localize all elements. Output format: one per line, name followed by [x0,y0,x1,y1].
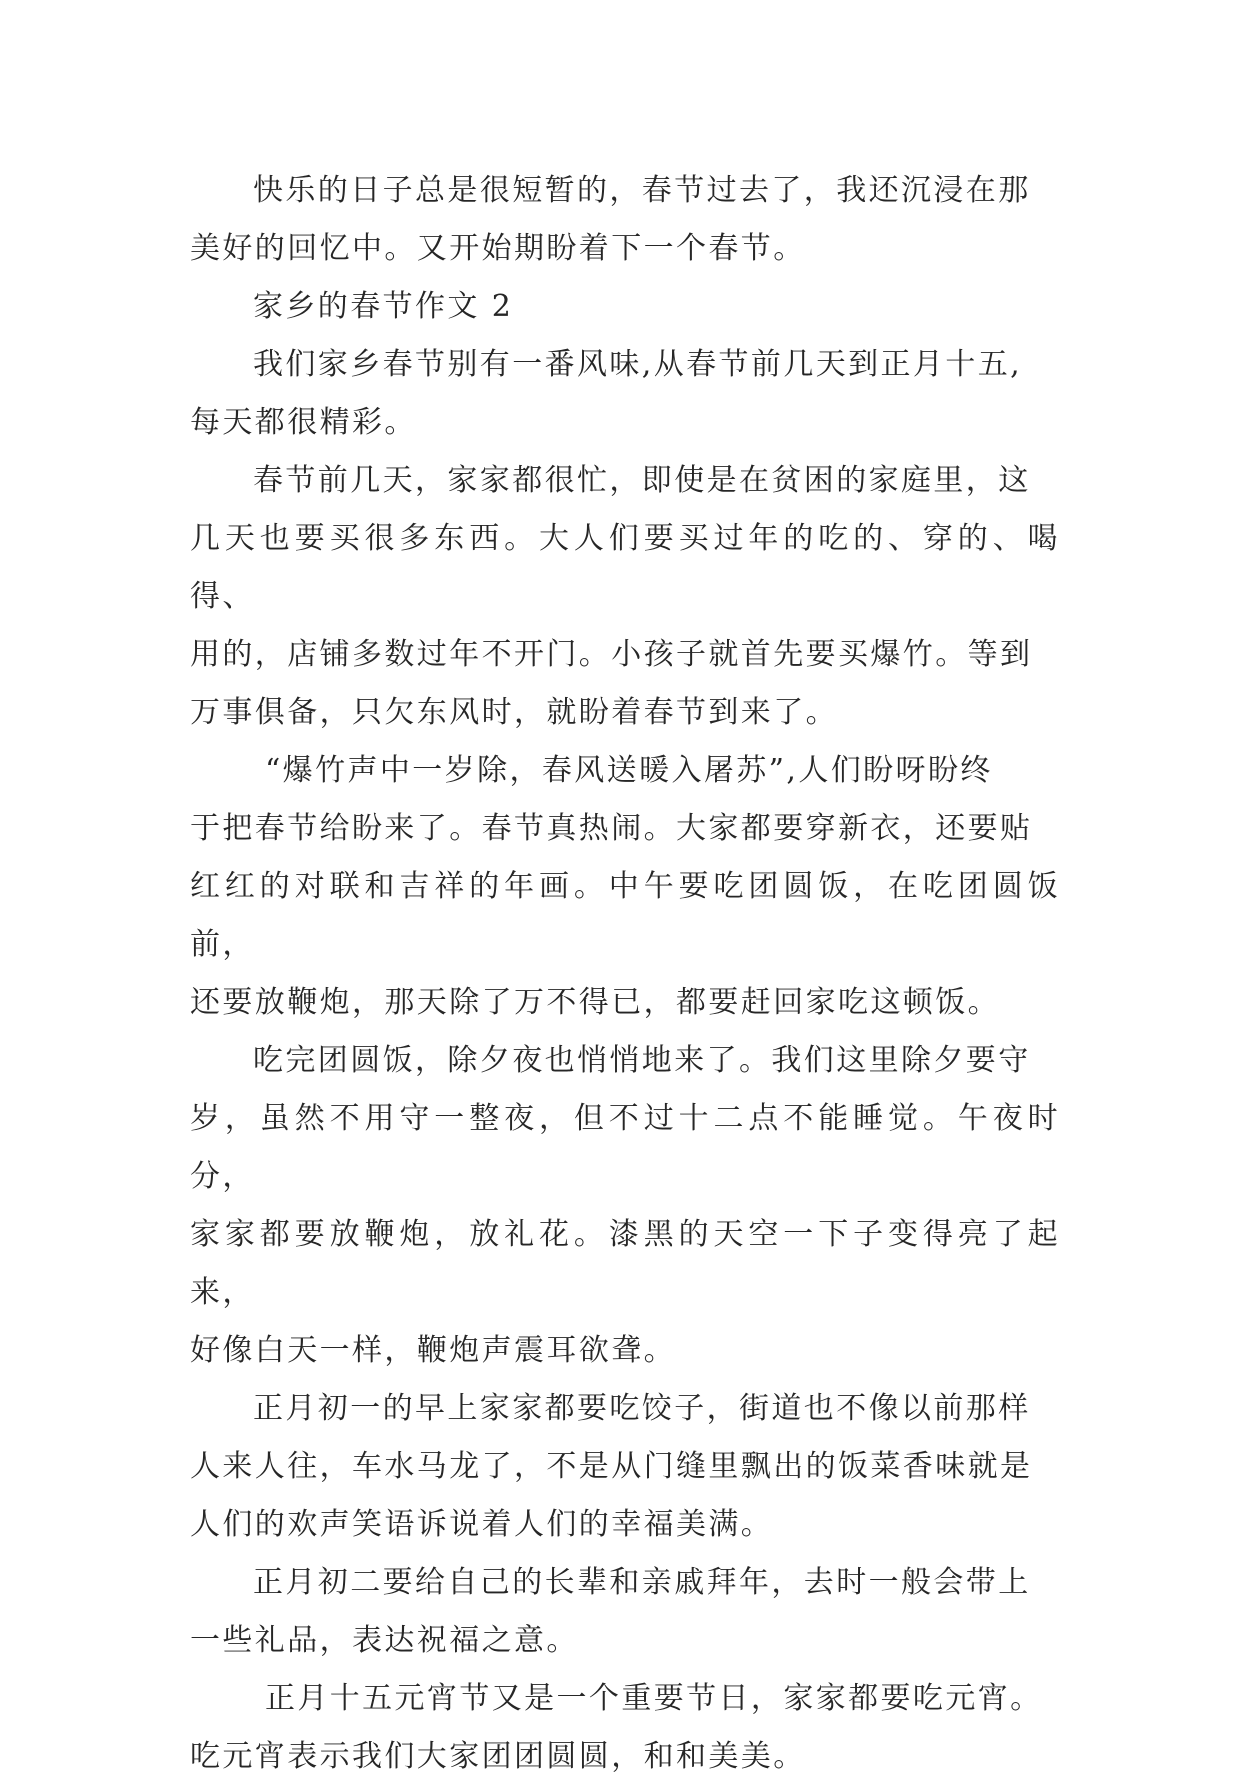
document-body [190,162,1060,1786]
paragraph: 春节前几天，家家都很忙，即使是在贫困的家庭里，这 几天也要买很多东西。大人们要买过年的吃的、穿的、喝得、 用的，店铺多数过年不开门。小孩子就首先要买爆竹。等到 万事俱备，只欠东风时，就盼着春节到来了。 [190,463,1060,730]
paragraph: 正月初一的早上家家都要吃饺子，街道也不像以前那样 人来人往，车水马龙了，不是从门缝里飘出的饭菜香味就是 人们的欢声笑语诉说着人们的幸福美满。 [190,1391,1033,1542]
paragraph: 正月十五元宵节又是一个重要节日，家家都要吃元宵。 吃元宵表示我们大家团团圆圆，和和美美。 [190,1681,1043,1774]
section-heading: 家乡的春节作文 2 [253,289,514,324]
paragraph: 吃完团圆饭，除夕夜也悄悄地来了。我们这里除夕要守 岁，虽然不用守一整夜，但不过十二点不能睡觉。午夜时分， 家家都要放鞭炮，放礼花。漆黑的天空一下子变得亮了起来， 好像白天一样，鞭炮声震耳欲聋。 [190,1043,1060,1368]
paragraph: 快乐的日子总是很短暂的，春节过去了，我还沉浸在那 美好的回忆中。又开始期盼着下一个春节。 [190,173,1031,266]
paragraph: 正月初二要给自己的长辈和亲戚拜年，去时一般会带上 一些礼品，表达祝福之意。 [190,1565,1031,1658]
paragraph: “爆竹声中一岁除，春风送暖入屠苏”,人们盼呀盼终 于把春节给盼来了。春节真热闹。大家都要穿新衣，还要贴 红红的对联和吉祥的年画。中午要吃团圆饭，在吃团圆饭前， 还要放鞭炮，那天除了万不得已，都要赶回家吃这顿饭。 [190,753,1060,1020]
paragraph: 我们家乡春节别有一番风味,从春节前几天到正月十五, 每天都很精彩。 [190,347,1023,440]
